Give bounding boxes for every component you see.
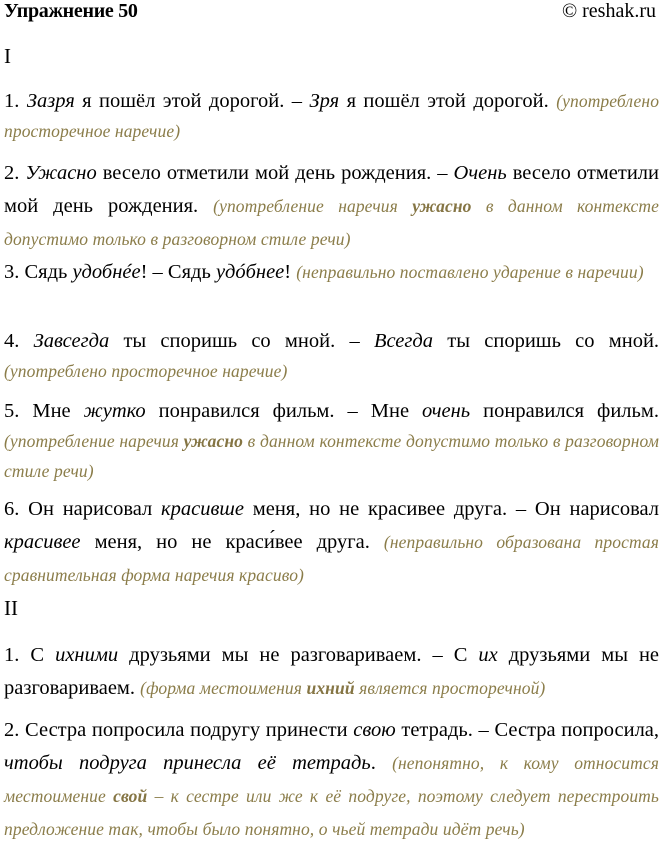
exercise-title: Упражнение 50	[4, 0, 138, 22]
exercise-item-1-6: 6. Он нарисовал красивше меня, но не красивее друга. – Он нарисовал красивее меня, но не краси́вее друга. (неправильно образована простая сравнительная форма наречия красиво)	[4, 498, 660, 585]
wrong-word: ихними	[55, 644, 119, 666]
explanation-note: (неправильно образована простая сравнительная форма наречия красиво)	[4, 532, 660, 585]
exercise-item-1-4: 4. Завсегда ты споришь со мной. – Всегда ты споришь со мной. (употреблено просторечное наречие)	[4, 330, 660, 381]
correct-phrase: чтобы подруга принесла её тетрадь	[4, 752, 371, 774]
explanation-note: (употреблено просторечное наречие)	[4, 361, 288, 381]
highlighted-term: ужасно	[183, 431, 244, 451]
wrong-word: удобнéе	[72, 261, 141, 283]
correct-word: их	[478, 644, 498, 666]
exercise-item-2-2: 2. Сестра попросила подругу принести свою тетрадь. – Сестра попросила, чтобы подруга принесла её тетрадь. (непонятно, к кому относится местоимение свой – к сестре или же к её подруге, поэтому следует перестроить предложение так, чтобы было понятно, о чьей тетради идёт речь)	[4, 719, 660, 839]
wrong-word: свою	[353, 719, 396, 741]
correct-word: красивее	[4, 531, 81, 553]
explanation-note: (форма местоимения ихний является просторечной)	[140, 678, 546, 698]
explanation-note: (употреблено просторечное наречие)	[4, 91, 660, 141]
highlighted-term: свой	[113, 786, 148, 806]
wrong-word: Завсегда	[33, 330, 110, 352]
exercise-item-1-3: 3. Сядь удобнéе! – Сядь удóбнее! (неправильно поставлено ударение в наречии)	[4, 261, 644, 283]
highlighted-term: ужасно	[412, 196, 472, 216]
explanation-note: (употребление наречия ужасно в данном контексте допустимо только в разговорном стиле речи)	[4, 196, 659, 249]
wrong-word: жутко	[83, 400, 146, 422]
correct-word: Очень	[453, 162, 507, 184]
section-label-2: II	[4, 596, 18, 620]
exercise-item-1-2: 2. Ужасно весело отметили мой день рождения. – Очень весело отметили мой день рождения. (употребление наречия ужасно в данном контексте допустимо только в разговорном стиле речи)	[4, 162, 659, 249]
wrong-word: красивше	[161, 498, 244, 520]
correct-word: удóбнее	[215, 261, 285, 283]
exercise-item-1-5: 5. Мне жутко понравился фильм. – Мне очень понравился фильм. (употребление наречия ужасно в данном контексте допустимо только в разговорном стиле речи)	[4, 400, 659, 481]
explanation-note: (неправильно поставлено ударение в наречии)	[296, 262, 644, 282]
section-label-1: I	[4, 44, 11, 68]
explanation-note: (непонятно, к кому относится местоимение свой – к сестре или же к её подруге, поэтому следует перестроить предложение так, чтобы было понятно, о чьей тетради идёт речь)	[4, 753, 659, 839]
correct-word: Всегда	[373, 330, 434, 352]
wrong-word: Ужасно	[25, 162, 97, 184]
correct-word: Зря	[309, 90, 340, 112]
copyright-label: © reshak.ru	[561, 0, 656, 22]
explanation-note: (употребление наречия ужасно в данном контексте допустимо только в разговорном стиле речи)	[4, 431, 659, 481]
exercise-item-2-1: 1. С ихними друзьями мы не разговариваем. – С их друзьями мы не разговариваем. (форма местоимения ихний является просторечной)	[4, 644, 660, 699]
page-header	[4, 0, 656, 26]
wrong-word: Зазря	[26, 90, 75, 112]
correct-word: очень	[422, 400, 471, 422]
exercise-item-1-1: 1. Зазря я пошёл этой дорогой. – Зря я пошёл этой дорогой. (употреблено просторечное наречие)	[4, 90, 660, 141]
highlighted-term: ихний	[306, 678, 355, 698]
